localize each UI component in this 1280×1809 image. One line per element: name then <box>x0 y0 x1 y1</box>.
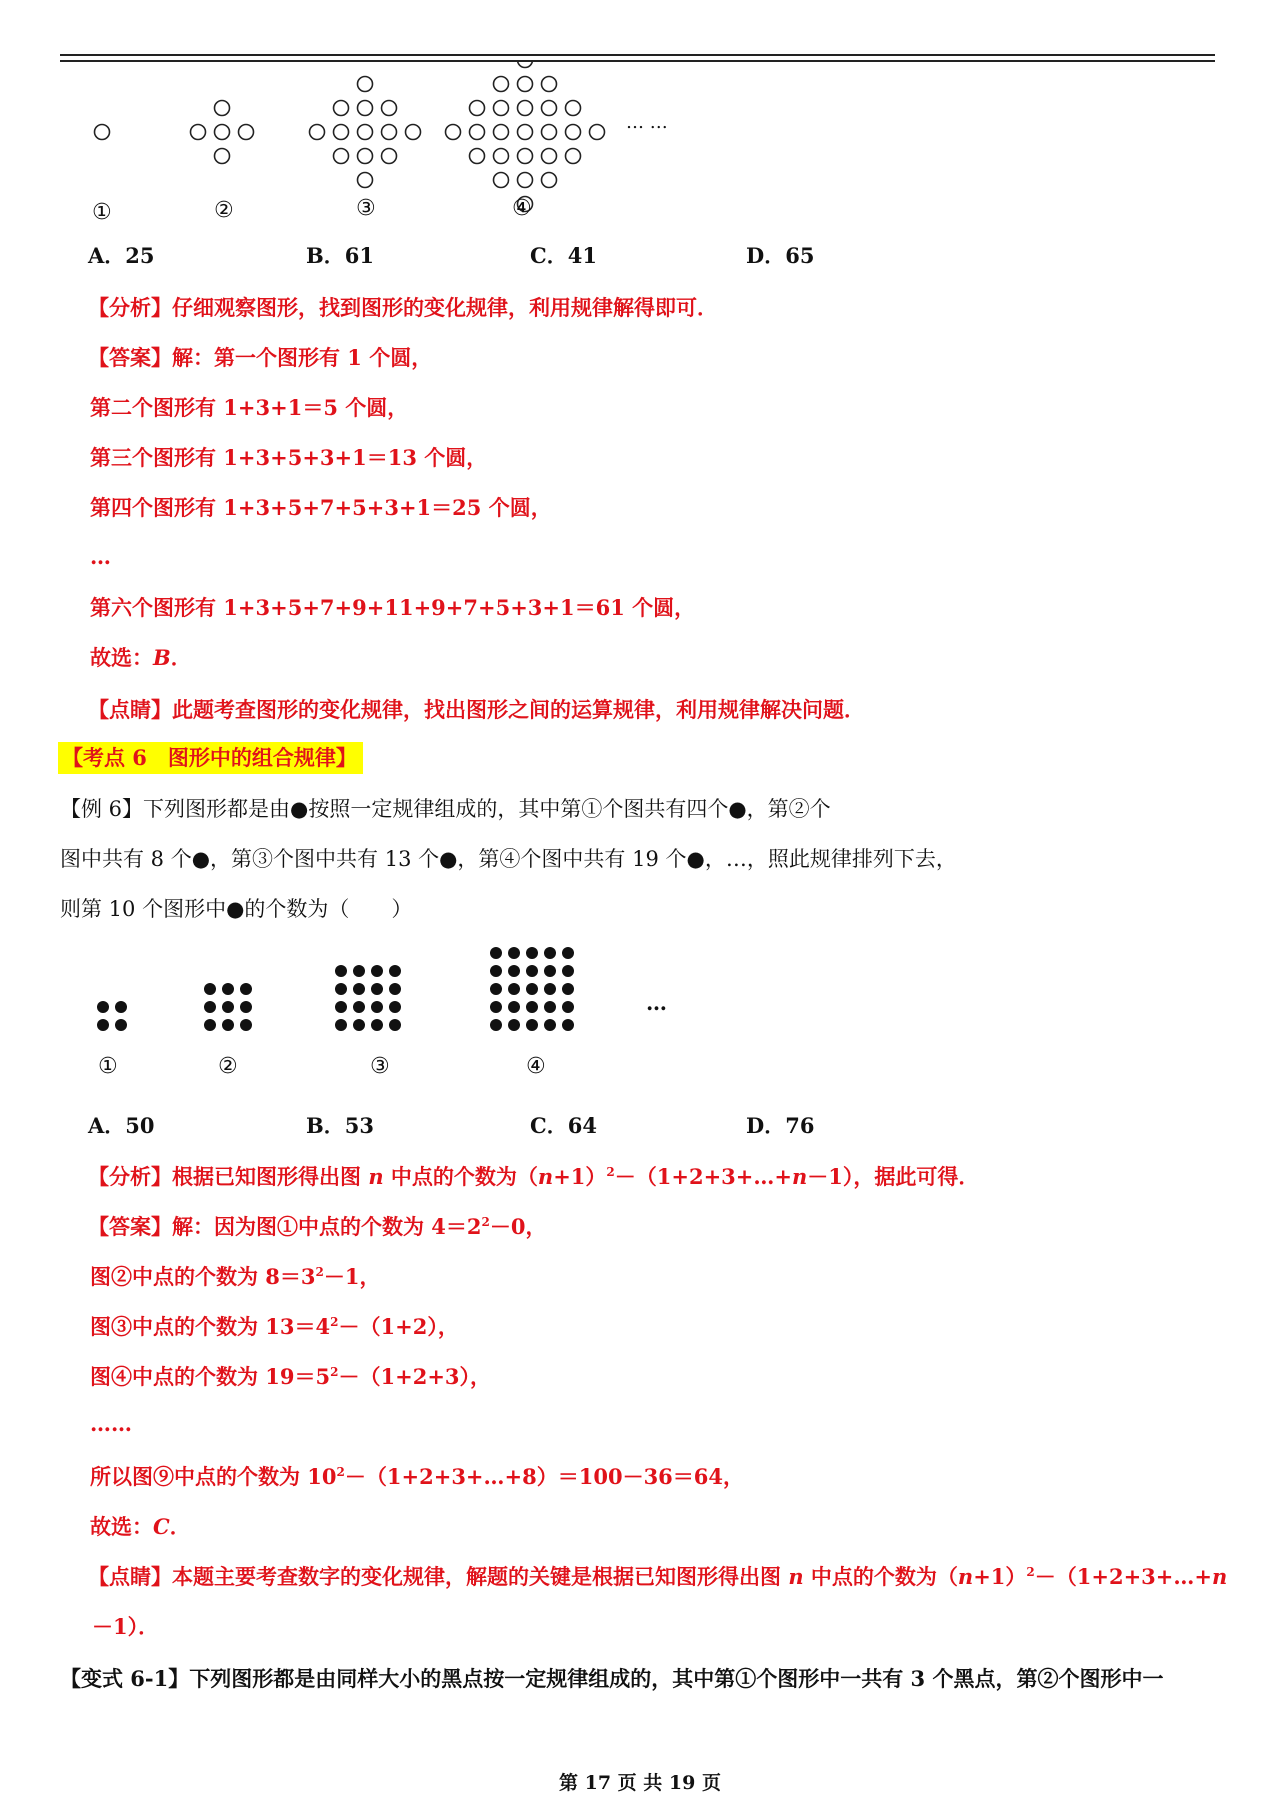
q5-option-c: C．41 <box>530 243 597 268</box>
ex6-figure-label-4: ④ <box>526 1054 546 1079</box>
q5-choice-letter: B <box>153 645 171 670</box>
ex6-answer-part: －（1+2）， <box>338 1314 459 1339</box>
pattern-dot <box>204 1019 216 1031</box>
pattern-dot <box>335 1019 347 1031</box>
ex6-analysis-var: n <box>791 1164 808 1189</box>
pattern-dot <box>335 965 347 977</box>
pattern-dot <box>204 1001 216 1013</box>
q5-option-b: B．61 <box>306 243 374 268</box>
pattern-dot <box>389 965 401 977</box>
pattern-circle <box>334 101 349 116</box>
pattern-dot <box>335 983 347 995</box>
ex6-analysis-exponent: 2 <box>606 1165 615 1179</box>
variant-6-1-question: 【变式 6-1】下列图形都是由同样大小的黑点按一定规律组成的，其中第①个图形中一共有 3 个黑点，第②个图形中一 <box>60 1666 1164 1691</box>
ex6-option-c: C．64 <box>530 1113 597 1138</box>
q5-option-a: A．25 <box>88 243 155 268</box>
pattern-dot <box>97 1001 109 1013</box>
ex6-answer-line-6 <box>90 1461 744 1491</box>
pattern-dot <box>371 1001 383 1013</box>
pattern-dot <box>544 965 556 977</box>
pattern-dot <box>97 1019 109 1031</box>
pattern-dot <box>353 1019 365 1031</box>
pattern-dot <box>222 983 234 995</box>
pattern-dot <box>544 1019 556 1031</box>
pattern-dot <box>115 1019 127 1031</box>
pattern-dot <box>562 1001 574 1013</box>
pattern-circle <box>518 173 533 188</box>
pattern-dot <box>222 1019 234 1031</box>
pattern-dot <box>526 1019 538 1031</box>
page-footer: 第 17 页 共 19 页 <box>559 1772 721 1794</box>
pattern-circle <box>542 77 557 92</box>
pattern-dot <box>222 1001 234 1013</box>
ex6-comment-part: 中点的个数为（ <box>803 1564 958 1589</box>
ex6-figure-ellipsis: … <box>646 990 667 1015</box>
ex6-answer-exponent: 2 <box>330 1315 339 1329</box>
pattern-circle <box>542 101 557 116</box>
pattern-dot <box>562 965 574 977</box>
pattern-circle <box>470 125 485 140</box>
pattern-circle <box>334 125 349 140</box>
ex6-analysis-part: 中点的个数为（ <box>383 1164 538 1189</box>
pattern-circle <box>518 101 533 116</box>
ex6-answer-part: －（1+2+3+…+8）＝100－36＝64， <box>344 1464 745 1489</box>
ex6-answer-part: 图④中点的个数为 19＝5 <box>90 1364 331 1389</box>
q5-comment: 【点睛】此题考查图形的变化规律，找出图形之间的运算规律，利用规律解决问题． <box>88 697 865 722</box>
pattern-circle <box>382 101 397 116</box>
q5-answer-line-1: 【答案】解：第一个图形有 1 个圆， <box>88 345 433 370</box>
q5-answer-line-4: 第四个图形有 1+3+5+7+5+3+1＝25 个圆， <box>90 495 552 520</box>
q5-analysis: 【分析】仔细观察图形，找到图形的变化规律，利用规律解得即可． <box>88 295 718 320</box>
pattern-circle <box>590 125 605 140</box>
pattern-dot <box>562 983 574 995</box>
ex6-answer-part: －（1+2+3）， <box>338 1364 492 1389</box>
ex6-analysis-part: －1），据此可得． <box>807 1164 980 1189</box>
pattern-dot <box>490 1019 502 1031</box>
pattern-circle <box>494 149 509 164</box>
q5-choice-prefix: 故选： <box>90 645 153 670</box>
pattern-dot <box>490 965 502 977</box>
pattern-circle <box>566 101 581 116</box>
ex6-comment-part: －（1+2+3+…+ <box>1034 1564 1212 1589</box>
ex6-analysis-var: n <box>368 1164 384 1189</box>
pattern-circle <box>358 125 373 140</box>
pattern-circle <box>470 101 485 116</box>
pattern-circle <box>95 125 110 140</box>
q5-figure-label-2: ② <box>214 198 234 223</box>
q5-choice-suffix: ． <box>170 645 192 670</box>
pattern-dot <box>335 1001 347 1013</box>
pattern-dot <box>371 983 383 995</box>
ex6-answer-part: －1， <box>323 1264 381 1289</box>
pattern-dot <box>508 1001 520 1013</box>
pattern-circle <box>406 125 421 140</box>
pattern-dot <box>526 1001 538 1013</box>
ex6-option-b: B．53 <box>306 1113 374 1138</box>
pattern-dot <box>240 983 252 995</box>
ex6-analysis-part: +1） <box>553 1164 607 1189</box>
q5-answer-line-5: … <box>90 544 111 569</box>
pattern-circle <box>518 77 533 92</box>
circle-pattern-figure <box>80 60 700 230</box>
ex6-figure-label-3: ③ <box>370 1054 390 1079</box>
pattern-circle <box>446 125 461 140</box>
pattern-dot <box>526 947 538 959</box>
pattern-dot <box>204 983 216 995</box>
pattern-circle <box>334 149 349 164</box>
q5-answer-line-6: 第六个图形有 1+3+5+7+9+11+9+7+5+3+1＝61 个圆， <box>90 595 696 620</box>
q5-figure-ellipsis: … … <box>626 112 668 133</box>
header-rule-top <box>60 54 1215 56</box>
dot-pattern-figure <box>80 945 700 1065</box>
ex6-answer-part: 所以图⑨中点的个数为 10 <box>90 1464 337 1489</box>
pattern-circle <box>542 149 557 164</box>
pattern-circle <box>239 125 254 140</box>
ex6-comment-var: n <box>788 1564 804 1589</box>
ex6-answer-part: 图②中点的个数为 8＝3 <box>90 1264 316 1289</box>
pattern-circle <box>382 149 397 164</box>
pattern-dot <box>371 965 383 977</box>
q5-option-d: D．65 <box>746 243 815 268</box>
pattern-circle <box>518 60 533 68</box>
ex6-comment-part: 【点睛】本题主要考查数字的变化规律，解题的关键是根据已知图形得出图 <box>88 1564 789 1589</box>
pattern-circle <box>358 149 373 164</box>
pattern-dot <box>544 947 556 959</box>
pattern-dot <box>508 983 520 995</box>
pattern-circle <box>470 149 485 164</box>
pattern-circle <box>542 173 557 188</box>
ex6-answer-line-1 <box>88 1211 547 1241</box>
pattern-circle <box>494 101 509 116</box>
pattern-dot <box>562 947 574 959</box>
ex6-question-line-1: 【例 6】下列图形都是由●按照一定规律组成的，其中第①个图共有四个●，第②个 <box>60 797 831 821</box>
pattern-circle <box>215 101 230 116</box>
pattern-dot <box>240 1001 252 1013</box>
pattern-circle <box>494 173 509 188</box>
ex6-choice-letter: C <box>153 1514 170 1539</box>
ex6-analysis-part: 【分析】根据已知图形得出图 <box>88 1164 369 1189</box>
q5-figure-label-1: ① <box>92 200 112 225</box>
pattern-dot <box>490 983 502 995</box>
pattern-circle <box>358 101 373 116</box>
ex6-question-line-2: 图中共有 8 个●，第③个图中共有 13 个●，第④个图中共有 19 个●，…，照此规律排列下去， <box>60 847 957 871</box>
ex6-answer-exponent: 2 <box>315 1265 324 1279</box>
ex6-choice <box>90 1511 191 1541</box>
pattern-dot <box>353 1001 365 1013</box>
pattern-dot <box>544 1001 556 1013</box>
ex6-comment-line-1 <box>88 1561 1227 1591</box>
ex6-figure-label-2: ② <box>218 1054 238 1079</box>
pattern-dot <box>371 1019 383 1031</box>
pattern-dot <box>544 983 556 995</box>
pattern-dot <box>353 983 365 995</box>
q5-answer-line-3: 第三个图形有 1+3+5+3+1＝13 个圆， <box>90 445 488 470</box>
pattern-circle <box>542 125 557 140</box>
ex6-choice-prefix: 故选： <box>90 1514 153 1539</box>
ex6-answer-part: －0， <box>489 1214 547 1239</box>
pattern-dot <box>389 983 401 995</box>
ex6-analysis-var: n <box>537 1164 554 1189</box>
pattern-circle <box>518 125 533 140</box>
ex6-comment-var: n <box>1211 1564 1228 1589</box>
ex6-option-d: D．76 <box>746 1113 815 1138</box>
pattern-dot <box>389 1019 401 1031</box>
pattern-dot <box>490 947 502 959</box>
ex6-comment-line-2: －1）． <box>92 1614 160 1639</box>
pattern-circle <box>566 149 581 164</box>
pattern-dot <box>526 965 538 977</box>
ex6-answer-line-2 <box>90 1261 381 1291</box>
section-6-heading <box>58 742 363 772</box>
q5-figure-label-4: ④ <box>512 196 532 221</box>
ex6-answer-exponent: 2 <box>481 1215 490 1229</box>
q5-choice <box>90 642 192 672</box>
pattern-circle <box>215 149 230 164</box>
ex6-answer-exponent: 2 <box>330 1365 339 1379</box>
pattern-circle <box>358 77 373 92</box>
pattern-circle <box>382 125 397 140</box>
pattern-dot <box>508 965 520 977</box>
pattern-dot <box>353 965 365 977</box>
pattern-circle <box>494 77 509 92</box>
ex6-answer-part: 图③中点的个数为 13＝4 <box>90 1314 331 1339</box>
pattern-dot <box>115 1001 127 1013</box>
ex6-analysis <box>88 1161 979 1191</box>
ex6-answer-line-5: …… <box>90 1411 132 1436</box>
pattern-circle <box>191 125 206 140</box>
pattern-circle <box>310 125 325 140</box>
pattern-dot <box>240 1019 252 1031</box>
pattern-circle <box>358 173 373 188</box>
pattern-circle <box>215 125 230 140</box>
ex6-figure-label-1: ① <box>98 1054 118 1079</box>
pattern-dot <box>508 947 520 959</box>
pattern-dot <box>526 983 538 995</box>
pattern-dot <box>562 1019 574 1031</box>
ex6-answer-line-3 <box>90 1311 459 1341</box>
pattern-circle <box>566 125 581 140</box>
ex6-analysis-part: －（1+2+3+…+ <box>614 1164 792 1189</box>
ex6-answer-part: 【答案】解：因为图①中点的个数为 4＝2 <box>88 1214 482 1239</box>
ex6-answer-exponent: 2 <box>336 1465 345 1479</box>
section-6-title: 【考点 6 图形中的组合规律】 <box>58 742 363 774</box>
ex6-answer-line-4 <box>90 1361 491 1391</box>
q5-answer-line-2: 第二个图形有 1+3+1＝5 个圆， <box>90 395 409 420</box>
ex6-comment-exponent: 2 <box>1026 1565 1035 1579</box>
ex6-question-line-3: 则第 10 个图形中●的个数为（ ） <box>60 897 413 921</box>
pattern-dot <box>389 1001 401 1013</box>
pattern-circle <box>518 149 533 164</box>
q5-figure-label-3: ③ <box>356 196 376 221</box>
pattern-dot <box>490 1001 502 1013</box>
ex6-comment-part: +1） <box>973 1564 1027 1589</box>
ex6-comment-var: n <box>957 1564 974 1589</box>
ex6-choice-suffix: ． <box>169 1514 191 1539</box>
pattern-dot <box>508 1019 520 1031</box>
pattern-circle <box>494 125 509 140</box>
ex6-option-a: A．50 <box>88 1113 155 1138</box>
